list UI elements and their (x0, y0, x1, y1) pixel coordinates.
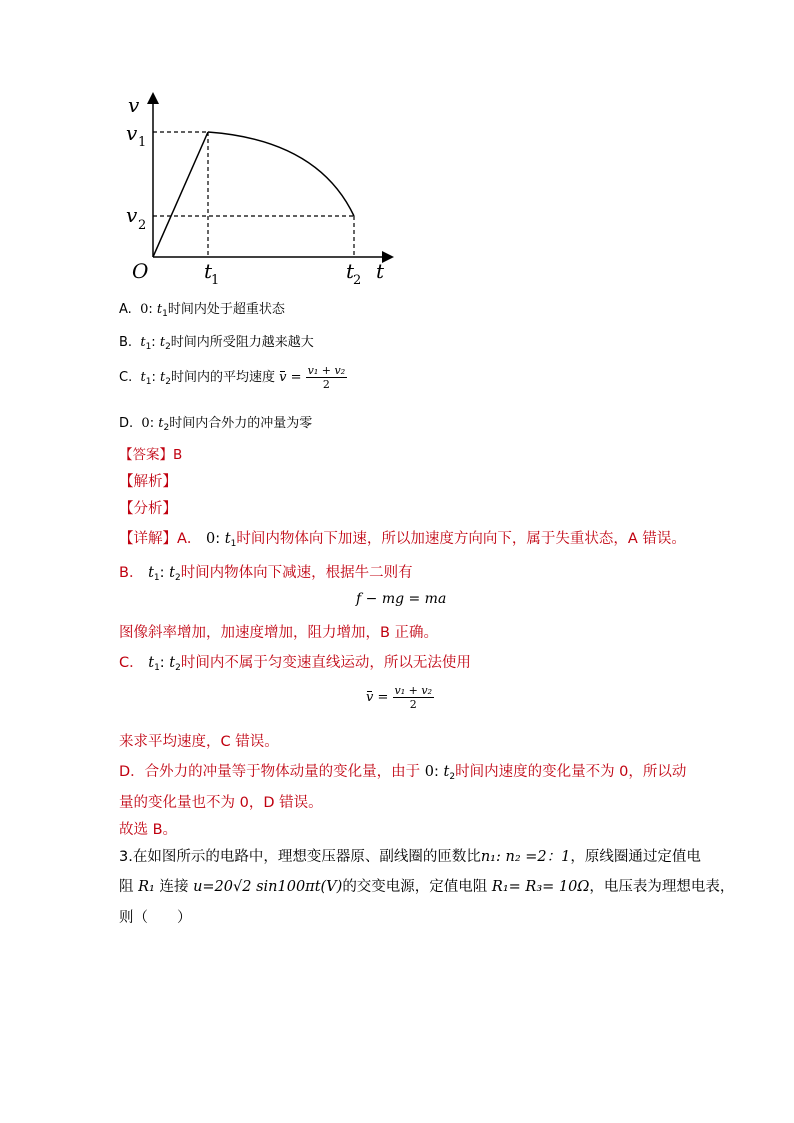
q3-line3: 则（ ） (119, 910, 192, 926)
detail-b-line: B． $t_1$: $t_2$时间内物体向下减速，根据牛二则有 (119, 565, 413, 583)
fenxi-line: 【分析】 (119, 501, 177, 517)
jiexi-line: 【解析】 (119, 474, 177, 490)
detail-d-line1: D．合外力的冲量等于物体动量的变化量，由于 0: $t_2$时间内速度的变化量不为 0，所以动 (119, 764, 687, 782)
t-axis-label: t (376, 259, 385, 283)
origin-label: O (132, 259, 149, 283)
t1-label: t (204, 259, 213, 283)
detail-c-conclusion: 来求平均速度，C 错误。 (119, 734, 279, 750)
option-c: C. $t_1$: $t_2$时间内的平均速度 v = $\frac{\text{v₁ + v₂}}{2}$ (119, 364, 346, 391)
q3-line1: 3.在如图所示的电路中，理想变压器原、副线圈的匝数比n₁: n₂ =2：1，原线圈通过定值电 (119, 849, 701, 865)
detail-c-line: C． $t_1$: $t_2$时间内不属于匀变速直线运动，所以无法使用 (119, 655, 471, 673)
t1-sub: 1 (211, 273, 220, 288)
answer-line: 【答案】B (119, 447, 183, 463)
deceleration-curve (208, 132, 354, 216)
t2-sub: 2 (353, 273, 362, 288)
v1-label: v (126, 121, 138, 145)
v-axis-label: v (128, 93, 140, 117)
option-b: B. $t_1$: $t_2$时间内所受阻力越来越大 (119, 335, 314, 352)
equation-mean-velocity: v = $\frac{\text{v₁ + v₂}}{2}$ (366, 684, 433, 711)
v2-sub: 2 (138, 218, 147, 233)
detail-b-conclusion: 图像斜率增加，加速度增加，阻力增加，B 正确。 (119, 625, 439, 641)
q3-line2: 阻 R₁ 连接 u=20√2 sin100πt(V)的交变电源，定值电阻 R₁= R₃= 10Ω，电压表为理想电表， (119, 879, 735, 895)
acceleration-segment (153, 132, 208, 257)
final-answer: 故选 B。 (119, 822, 178, 838)
option-a: A. 0: $t_1$时间内处于超重状态 (119, 302, 285, 319)
v2-label: v (126, 203, 138, 227)
v1-sub: 1 (138, 135, 147, 150)
mean-velocity-symbol: v (279, 370, 287, 385)
option-d: D. 0: $t_2$时间内合外力的冲量为零 (119, 416, 313, 433)
t2-label: t (346, 259, 355, 283)
option-c-fraction: $\frac{\text{v₁ + v₂}}{2}$ (307, 364, 346, 391)
equation-newton: f − mg = ma (356, 591, 447, 607)
detail-d-line2: 量的变化量也不为 0，D 错误。 (119, 795, 323, 811)
detail-a-line: 【详解】A． 0: $t_1$时间内物体向下加速，所以加速度方向向下，属于失重状态，A 错误。 (119, 531, 686, 549)
v-t-graph (118, 92, 408, 292)
